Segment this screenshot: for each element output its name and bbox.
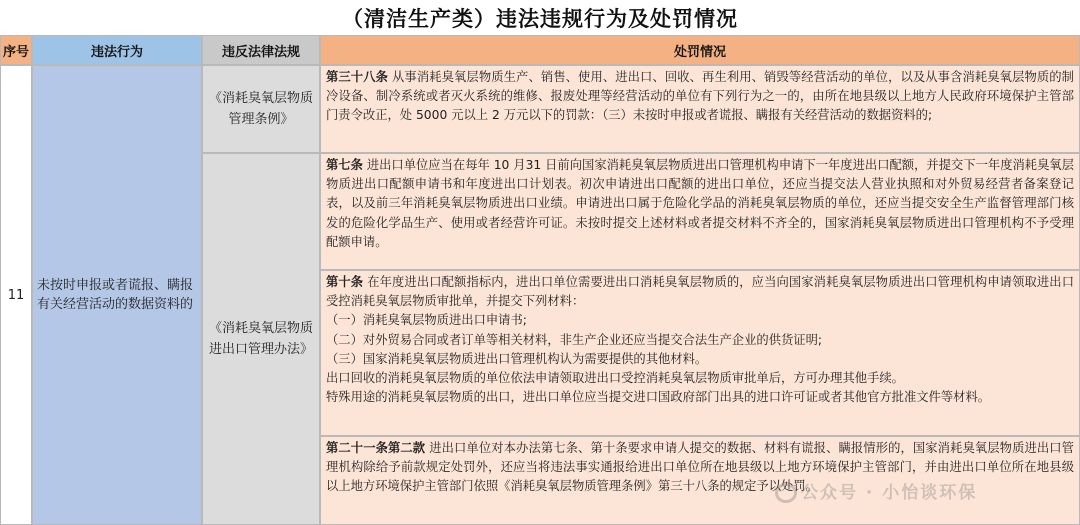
article-text: 进出口单位对本办法第七条、第十条要求申请人提交的数据、材料有谎报、瞒报情形的，国家消耗臭氧层物质进出口管理机构除给予前款规定处罚外，还应当将违法事实通报给进出口单位所在地县级以上地方环境保护主管部门，并由进出口单位所在地县级以上地方环境保护主管部门依照《消耗臭氧层物质管理条例》第三十八条的规定予以处罚。 bbox=[326, 441, 1074, 494]
law-regulation-1-text: 《消耗臭氧层物质管理条例》 bbox=[208, 91, 313, 127]
violation-text: 未按时申报或者谎报、瞒报有关经营活动的数据资料的 bbox=[37, 278, 194, 312]
article-title: 第七条 bbox=[326, 158, 363, 172]
law-regulation-2 bbox=[202, 153, 320, 525]
document-title: （清洁生产类）违法违规行为及处罚情况 bbox=[342, 6, 738, 31]
header-penalty: 处罚情况 bbox=[320, 35, 1080, 65]
penalty-article-7 bbox=[320, 153, 1080, 270]
article-title: 第十条 bbox=[326, 275, 364, 289]
article-title: 第三十八条 bbox=[326, 70, 389, 84]
penalty-article-21 bbox=[320, 436, 1080, 525]
article-text: 进出口单位应当在每年 10 月31 日前向国家消耗臭氧层物质进出口管理机构申请下一年度进出口配额，并提交下一年度消耗臭氧层物质进出口配额申请书和年度进出口计划表。初次申请进出口配额的进出口单位，还应当提交法人营业执照和对外贸易经营者备案登记表，以及前三年消耗臭氧层物质进出口业绩。申请进出口属于危险化学品的消耗臭氧层物质的单位，还应当提交安全生产监督管理部门核发的危险化学品生产、使用或者经营许可证。未按时提交上述材料或者提交材料不齐全的，国家消耗臭氧层物质进出口管理机构不予受理配额申请。 bbox=[326, 158, 1074, 249]
header-law: 违反法律法规 bbox=[202, 35, 320, 65]
watermark-text: 公众号 · 小怡谈环保 bbox=[801, 483, 978, 503]
row-violation bbox=[32, 65, 202, 525]
list-item: （三）国家消耗臭氧层物质进出口管理机构认为需要提供的其他材料。 bbox=[326, 351, 708, 366]
article-tail: 特殊用途的消耗臭氧层物质的出口，进出口单位应当提交进口国政府部门出具的进口许可证或者其他官方批准文件等材料。 bbox=[326, 390, 991, 405]
law-regulation-1 bbox=[202, 65, 320, 153]
row-seq-number: 11 bbox=[0, 65, 32, 525]
penalty-article-38 bbox=[320, 65, 1080, 153]
header-seq: 序号 bbox=[0, 35, 32, 65]
penalty-article-10 bbox=[320, 270, 1080, 436]
list-item: （一）消耗臭氧层物质进出口申请书; bbox=[326, 313, 527, 328]
article-tail: 出口回收的消耗臭氧层物质的单位依法申请领取进出口受控消耗臭氧层物质审批单后，方可办理其他手续。 bbox=[326, 371, 904, 386]
article-title: 第二十一条第二款 bbox=[326, 441, 426, 455]
law-regulation-2-text: 《消耗臭氧层物质进出口管理办法》 bbox=[208, 321, 313, 357]
article-text: 从事消耗臭氧层物质生产、销售、使用、进出口、回收、再生利用、销毁等经营活动的单位，以及从事含消耗臭氧层物质的制冷设备、制冷系统或者灭火系统的维修、报废处理等经营活动的单位有下列行为之一的，由所在地县级以上地方人民政府环境保护主管部门责令改正，处 5000 元以上 2 万元以下的罚款：（三）未按时申报或者谎报、瞒报有关经营活动的数据资料的; bbox=[326, 70, 1074, 123]
article-text: 在年度进出口配额指标内，进出口单位需要进出口消耗臭氧层物质的，应当向国家消耗臭氧层物质进出口管理机构申请领取进出口受控消耗臭氧层物质审批单，并提交下列材料： bbox=[326, 275, 1074, 309]
list-item: （二）对外贸易合同或者订单等相关材料，非生产企业还应当提交合法生产企业的供货证明; bbox=[326, 332, 823, 347]
header-violation: 违法行为 bbox=[32, 35, 202, 65]
